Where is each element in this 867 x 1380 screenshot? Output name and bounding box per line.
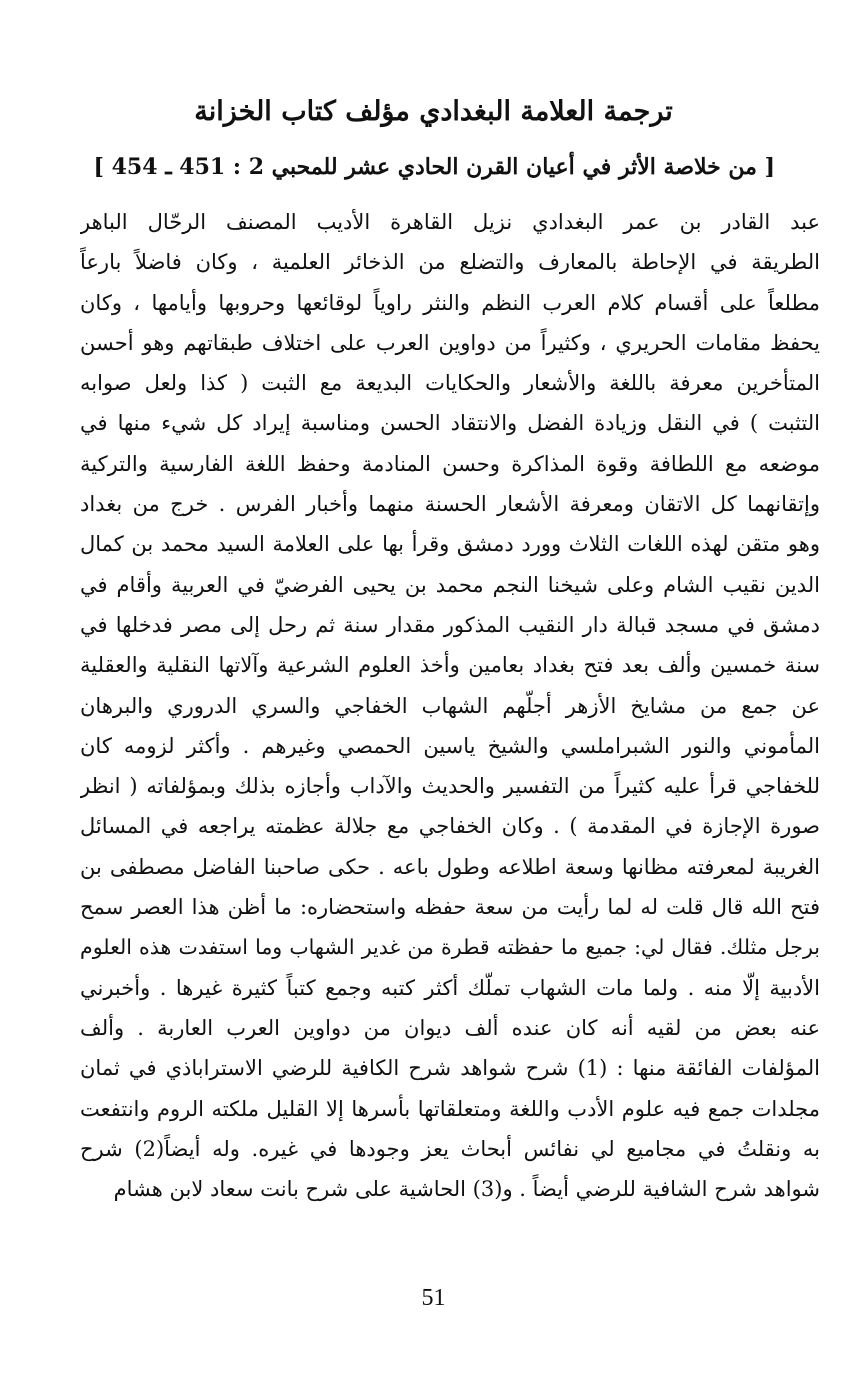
- text-line: المؤلفات الفائقة منها : (1) شرح شواهد شرح الكافية للرضي الاستراباذي في ثمان: [80, 1056, 820, 1081]
- text-line: عنه بعض من لقيه أنه كان عنده ألف ديوان من دواوين العرب العاربة . وألف: [80, 1015, 820, 1040]
- text-line: المأموني والنور الشبراملسي والشيخ ياسين الحمصي وغيرهم . وأكثر لزومه كان: [80, 733, 820, 758]
- page-number: 51: [421, 1285, 446, 1311]
- text-line: فتح الله قال قلت له لما رأيت من سعة حفظه واستحضاره: ما أظن هذا العصر سمح: [80, 895, 820, 920]
- text-line: الأدبية إلّا منه . ولما مات الشهاب تملّك أكثر كتبه وجمع كتباً كثيرة غيرها . وأخبرني: [80, 975, 820, 1000]
- text-line: سنة خمسين وألف بعد فتح بغداد بعامين وأخذ العلوم الشرعية وآلاتها النقلية والعقلية: [80, 653, 820, 678]
- body-text: [80, 202, 820, 1209]
- page-title: ترجمة العلامة البغدادي مؤلف كتاب الخزانة: [194, 96, 673, 127]
- text-line: عبد القادر بن عمر البغدادي نزيل القاهرة الأديب المصنف الرحّال الباهر: [80, 210, 820, 234]
- source-citation: [ من خلاصة الأثر في أعيان القرن الحادي عشر للمحبي 2 : 451 ـ 454 ]: [93, 154, 775, 180]
- text-line: وهو متقن لهذه اللغات الثلاث وورد دمشق وقرأ بها على العلامة السيد محمد بن كمال: [80, 532, 820, 557]
- text-line: مطلعاً على أقسام كلام العرب النظم والنثر راوياً لوقائعها وحروبها وأيامها ، وكان: [80, 290, 820, 315]
- text-line: صورة الإجازة في المقدمة ) . وكان الخفاجي مع جلالة عظمته يراجعه في المسائل: [80, 814, 820, 839]
- text-line: به ونقلتُ في مجاميع لي نفائس أبحاث يعز وجودها في غيره. وله أيضاً(2) شرح: [80, 1136, 820, 1161]
- text-line: التثبت ) في النقل وزيادة الفضل والانتقاد الحسن ومناسبة إيراد كل شيء منها في: [80, 411, 820, 436]
- text-line: عن جمع من مشايخ الأزهر أجلّهم الشهاب الخفاجي والسري الدروري والبرهان: [80, 693, 820, 718]
- text-line: يحفظ مقامات الحريري ، وكثيراً من دواوين العرب على اختلاف طبقاتهم وهو أحسن: [80, 330, 820, 355]
- text-line: الدين نقيب الشام وعلى شيخنا النجم محمد بن يحيى الفرضيّ في العربية وأقام في: [80, 572, 820, 597]
- text-line: الغريبة لمعرفته مظانها وسعة اطلاعه وطول باعه . حكى صاحبنا الفاضل مصطفى بن: [80, 854, 820, 879]
- text-line: وإتقانهما كل الاتقان ومعرفة الأشعار الحسنة منهما وأخبار الفرس . خرج من بغداد: [80, 492, 820, 517]
- text-line: دمشق في مسجد قبالة دار النقيب المذكور مقدار سنة ثم رحل إلى مصر فدخلها في: [80, 612, 820, 637]
- text-line: الطريقة في الإحاطة بالمعارف والتضلع من الذخائر العلمية ، وكان فاضلاً بارعاً: [80, 250, 820, 275]
- text-line: للخفاجي قرأ عليه كثيراً من التفسير والحديث والآداب وأجازه بذلك وبمؤلفاته ( انظر: [80, 774, 820, 799]
- text-line: موضعه مع اللطافة وقوة المذاكرة وحسن المنادمة وحفظ اللغة الفارسية والتركية: [80, 451, 820, 476]
- text-line: المتأخرين معرفة باللغة والأشعار والحكايات البديعة مع الثبت ( كذا ولعل صوابه: [80, 371, 820, 396]
- text-line: شواهد شرح الشافية للرضي أيضاً . و(3) الحاشية على شرح بانت سعاد لابن هشام: [113, 1177, 820, 1202]
- text-line: برجل مثلك. فقال لي: جميع ما حفظته قطرة من غدير الشهاب وما استفدت هذه العلوم: [80, 935, 820, 960]
- text-line: مجلدات جمع فيه علوم الأدب واللغة ومتعلقاتها بأسرها إلا القليل ملكته الروم وانتفعت: [80, 1096, 820, 1121]
